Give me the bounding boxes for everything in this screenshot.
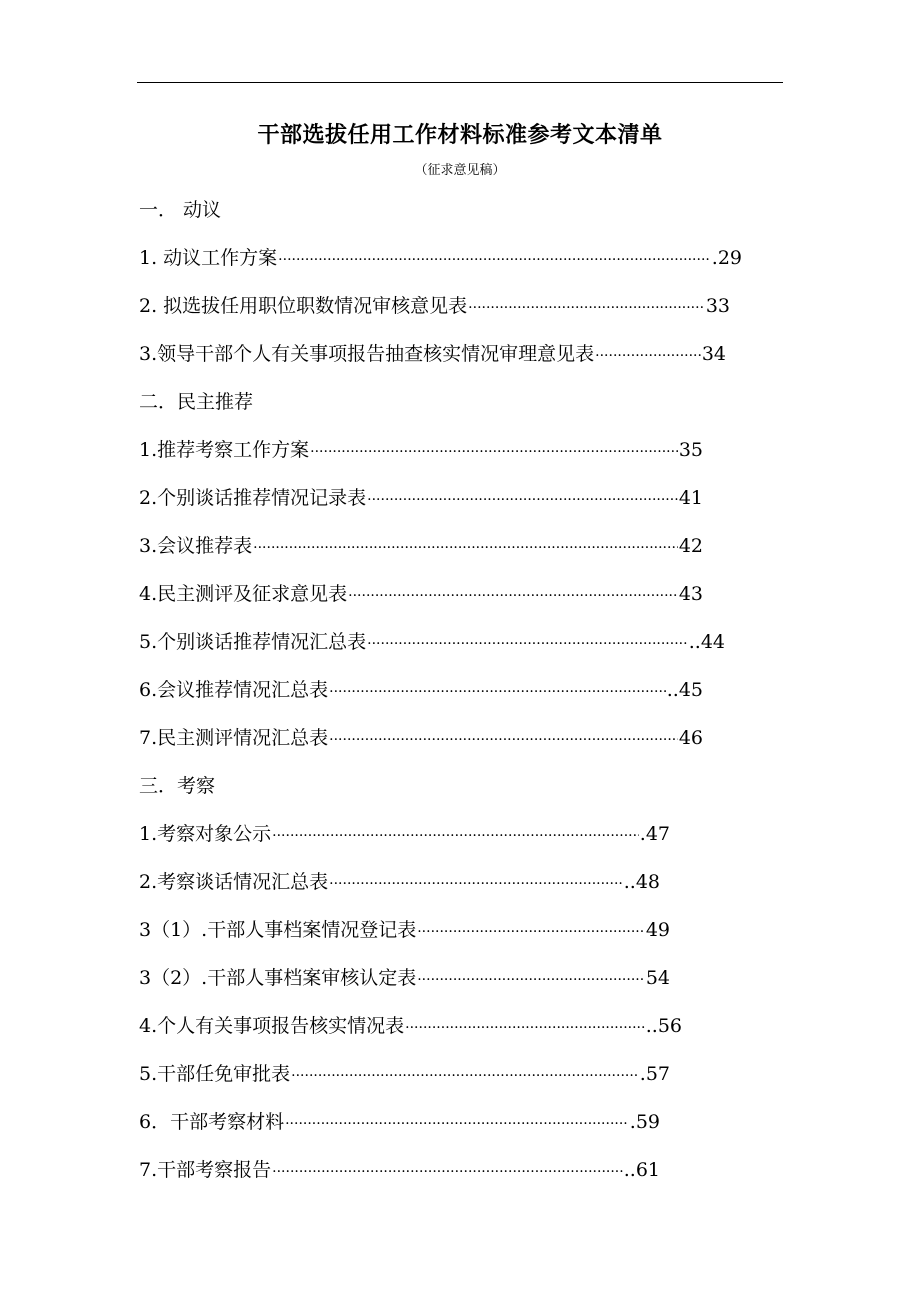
section-heading-3: 三．考察 [139, 775, 216, 797]
toc-entry[interactable] [139, 482, 703, 514]
toc-entry-label: 6.会议推荐情况汇总表 [139, 679, 329, 701]
toc-entry-label: 2.个别谈话推荐情况记录表 [139, 487, 367, 509]
dot-leader [595, 340, 701, 370]
dot-leader [329, 676, 666, 706]
toc-entry[interactable] [139, 866, 660, 898]
dot-leader [417, 964, 645, 994]
toc-entry[interactable] [139, 914, 670, 946]
toc-entry-page: .29 [711, 247, 742, 269]
dot-leader [367, 484, 678, 514]
dot-leader [310, 436, 678, 466]
document-subtitle: （征求意见稿） [414, 163, 506, 178]
toc-entry-label: 1.推荐考察工作方案 [139, 439, 310, 461]
toc-entry-label: 6．干部考察材料 [139, 1111, 285, 1133]
toc-entry-page: 35 [678, 439, 703, 461]
toc-entry[interactable] [139, 290, 730, 322]
toc-entry-page: ..44 [688, 631, 725, 653]
dot-leader [272, 820, 639, 850]
toc-entry-label: 2.考察谈话情况汇总表 [139, 871, 329, 893]
toc-entry-page: ..45 [666, 679, 703, 701]
toc-entry[interactable] [139, 530, 703, 562]
toc-entry[interactable] [139, 722, 703, 754]
toc-entry-label: 3（2）.干部人事档案审核认定表 [139, 967, 417, 989]
toc-entry[interactable] [139, 338, 726, 370]
toc-entry-page: 33 [705, 295, 730, 317]
dot-leader [329, 724, 678, 754]
toc-entry-label: 5.干部任免审批表 [139, 1063, 291, 1085]
dot-leader [367, 628, 688, 658]
toc-entry[interactable] [139, 674, 703, 706]
section-heading-2: 二．民主推荐 [139, 391, 254, 413]
dot-leader [468, 292, 705, 322]
toc-entry[interactable] [139, 818, 670, 850]
dot-leader [348, 580, 678, 610]
toc-entry-page: 49 [645, 919, 670, 941]
dot-leader [285, 1108, 629, 1138]
document-title: 干部选拔任用工作材料标准参考文本清单 [257, 123, 663, 148]
toc-entry-page: ..48 [623, 871, 660, 893]
toc-entry-page: 34 [701, 343, 726, 365]
toc-entry-page: ..56 [645, 1015, 682, 1037]
toc-entry-label: 7.民主测评情况汇总表 [139, 727, 329, 749]
toc-entry-page: 54 [645, 967, 670, 989]
toc-entry-page: 41 [678, 487, 703, 509]
toc-entry[interactable] [139, 962, 670, 994]
dot-leader [291, 1060, 639, 1090]
toc-entry-label: 3.会议推荐表 [139, 535, 253, 557]
toc-entry-page: .47 [639, 823, 670, 845]
toc-entry-page: 42 [678, 535, 703, 557]
toc-entry[interactable] [139, 1010, 682, 1042]
toc-entry-label: 7.干部考察报告 [139, 1159, 272, 1181]
toc-entry-page: 46 [678, 727, 703, 749]
toc-entry-label: 4.民主测评及征求意见表 [139, 583, 348, 605]
toc-entry[interactable] [139, 1154, 660, 1186]
dot-leader [417, 916, 645, 946]
toc-entry-label: 1. 动议工作方案 [139, 247, 278, 269]
toc-entry-page: ..61 [623, 1159, 660, 1181]
toc-entry-label: 4.个人有关事项报告核实情况表 [139, 1015, 405, 1037]
toc-entry-page: .57 [639, 1063, 670, 1085]
toc-entry-label: 3（1）.干部人事档案情况登记表 [139, 919, 417, 941]
toc-entry-page: 43 [678, 583, 703, 605]
header-rule [137, 82, 783, 83]
dot-leader [253, 532, 678, 562]
dot-leader [272, 1156, 623, 1186]
toc-entry[interactable] [139, 1058, 670, 1090]
dot-leader [405, 1012, 645, 1042]
toc-entry[interactable] [139, 626, 725, 658]
toc-entry-label: 1.考察对象公示 [139, 823, 272, 845]
dot-leader [329, 868, 623, 898]
dot-leader [278, 244, 711, 274]
toc-entry-label: 3.领导干部个人有关事项报告抽查核实情况审理意见表 [139, 343, 595, 365]
toc-entry[interactable] [139, 578, 703, 610]
toc-entry[interactable] [139, 242, 742, 274]
section-heading-1: 一． 动议 [139, 199, 222, 221]
toc-entry-label: 5.个别谈话推荐情况汇总表 [139, 631, 367, 653]
toc-entry[interactable] [139, 1106, 660, 1138]
toc-entry-page: .59 [629, 1111, 660, 1133]
toc-entry-label: 2. 拟选拔任用职位职数情况审核意见表 [139, 295, 468, 317]
toc-entry[interactable] [139, 434, 703, 466]
